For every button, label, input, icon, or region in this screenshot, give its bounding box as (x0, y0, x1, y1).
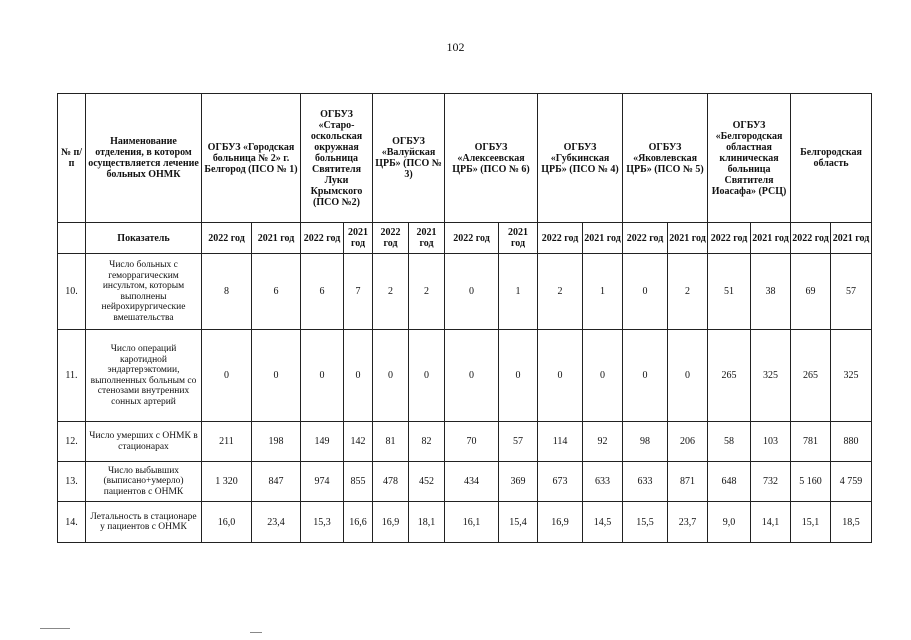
value-cell: 16,0 (202, 502, 252, 543)
value-cell: 0 (445, 254, 499, 330)
row-number: 13. (58, 462, 86, 502)
table-row (58, 330, 872, 422)
value-cell: 16,9 (373, 502, 409, 543)
value-cell: 15,4 (499, 502, 538, 543)
table-row (58, 254, 872, 330)
org-header: ОГБУЗ «Валуйская ЦРБ» (ПСО № 3) (373, 94, 445, 223)
value-cell: 732 (751, 462, 791, 502)
row-number: 11. (58, 330, 86, 422)
value-cell: 38 (751, 254, 791, 330)
row-indicator: Число выбывших (выписано+умерло) пациентов с ОНМК (86, 462, 202, 502)
value-cell: 23,7 (668, 502, 708, 543)
value-cell: 1 320 (202, 462, 252, 502)
value-cell: 0 (301, 330, 344, 422)
value-cell: 206 (668, 422, 708, 462)
value-cell: 0 (202, 330, 252, 422)
empty-cell (58, 223, 86, 254)
page-number: 102 (446, 40, 465, 54)
value-cell: 14,5 (583, 502, 623, 543)
value-cell: 265 (791, 330, 831, 422)
value-cell: 18,1 (409, 502, 445, 543)
year-2022: 2022 год (791, 223, 831, 254)
year-2022: 2022 год (202, 223, 252, 254)
value-cell: 0 (445, 330, 499, 422)
row-number: 10. (58, 254, 86, 330)
value-cell: 15,5 (623, 502, 668, 543)
value-cell: 871 (668, 462, 708, 502)
org-header: ОГБУЗ «Алексеевская ЦРБ» (ПСО № 6) (445, 94, 538, 223)
value-cell: 0 (583, 330, 623, 422)
value-cell: 0 (623, 254, 668, 330)
value-cell: 198 (252, 422, 301, 462)
year-2022: 2022 год (538, 223, 583, 254)
value-cell: 0 (499, 330, 538, 422)
year-2022: 2022 год (301, 223, 344, 254)
value-cell: 57 (499, 422, 538, 462)
scan-mark (40, 628, 70, 629)
value-cell: 9,0 (708, 502, 751, 543)
table-row (58, 502, 872, 543)
org-header: ОГБУЗ «Городская больница № 2» г. Белгород (ПСО № 1) (202, 94, 301, 223)
value-cell: 15,3 (301, 502, 344, 543)
value-cell: 0 (623, 330, 668, 422)
value-cell: 0 (373, 330, 409, 422)
value-cell: 0 (252, 330, 301, 422)
value-cell: 92 (583, 422, 623, 462)
value-cell: 325 (751, 330, 791, 422)
value-cell: 16,1 (445, 502, 499, 543)
value-cell: 8 (202, 254, 252, 330)
col-num-header: № п/п (58, 94, 86, 223)
value-cell: 478 (373, 462, 409, 502)
value-cell: 23,4 (252, 502, 301, 543)
col-dept-header: Наименование отделения, в котором осуществляется лечение больных ОНМК (86, 94, 202, 223)
row-indicator: Число умерших с ОНМК в стационарах (86, 422, 202, 462)
table-row (58, 462, 872, 502)
value-cell: 0 (538, 330, 583, 422)
row-indicator: Число операций каротидной эндартерэктомии, выполненных больным со стенозами внутренних сонных артерий (86, 330, 202, 422)
value-cell: 369 (499, 462, 538, 502)
year-2021: 2021 год (252, 223, 301, 254)
org-header: Белгородская область (791, 94, 872, 223)
value-cell: 4 759 (831, 462, 872, 502)
year-2022: 2022 год (445, 223, 499, 254)
value-cell: 452 (409, 462, 445, 502)
year-2021: 2021 год (831, 223, 872, 254)
value-cell: 14,1 (751, 502, 791, 543)
year-2021: 2021 год (409, 223, 445, 254)
value-cell: 648 (708, 462, 751, 502)
value-cell: 114 (538, 422, 583, 462)
value-cell: 98 (623, 422, 668, 462)
value-cell: 633 (583, 462, 623, 502)
year-2021: 2021 год (751, 223, 791, 254)
value-cell: 82 (409, 422, 445, 462)
value-cell: 265 (708, 330, 751, 422)
year-2021: 2021 год (344, 223, 373, 254)
value-cell: 0 (668, 330, 708, 422)
value-cell: 211 (202, 422, 252, 462)
value-cell: 16,9 (538, 502, 583, 543)
value-cell: 2 (538, 254, 583, 330)
value-cell: 974 (301, 462, 344, 502)
onmk-report-table (57, 93, 872, 543)
value-cell: 51 (708, 254, 751, 330)
value-cell: 81 (373, 422, 409, 462)
year-2022: 2022 год (708, 223, 751, 254)
value-cell: 2 (373, 254, 409, 330)
year-2022: 2022 год (373, 223, 409, 254)
header-row-years (58, 223, 872, 254)
value-cell: 0 (344, 330, 373, 422)
year-2021: 2021 год (583, 223, 623, 254)
value-cell: 15,1 (791, 502, 831, 543)
year-2022: 2022 год (623, 223, 668, 254)
value-cell: 633 (623, 462, 668, 502)
value-cell: 5 160 (791, 462, 831, 502)
header-row-orgs (58, 94, 872, 223)
value-cell: 57 (831, 254, 872, 330)
table-row (58, 422, 872, 462)
value-cell: 2 (409, 254, 445, 330)
value-cell: 149 (301, 422, 344, 462)
value-cell: 434 (445, 462, 499, 502)
value-cell: 2 (668, 254, 708, 330)
value-cell: 70 (445, 422, 499, 462)
value-cell: 7 (344, 254, 373, 330)
value-cell: 880 (831, 422, 872, 462)
org-header: ОГБУЗ «Яковлевская ЦРБ» (ПСО № 5) (623, 94, 708, 223)
indicator-header: Показатель (86, 223, 202, 254)
value-cell: 1 (499, 254, 538, 330)
org-header: ОГБУЗ «Белгородская областная клиническая больница Святителя Иоасафа» (РСЦ) (708, 94, 791, 223)
value-cell: 855 (344, 462, 373, 502)
value-cell: 142 (344, 422, 373, 462)
value-cell: 103 (751, 422, 791, 462)
row-number: 14. (58, 502, 86, 543)
row-number: 12. (58, 422, 86, 462)
value-cell: 1 (583, 254, 623, 330)
value-cell: 673 (538, 462, 583, 502)
org-header: ОГБУЗ «Губкинская ЦРБ» (ПСО № 4) (538, 94, 623, 223)
value-cell: 325 (831, 330, 872, 422)
value-cell: 6 (252, 254, 301, 330)
scan-mark (250, 632, 262, 633)
org-header: ОГБУЗ «Старо-оскольская окружная больница Святителя Луки Крымского (ПСО №2) (301, 94, 373, 223)
value-cell: 58 (708, 422, 751, 462)
row-indicator: Число больных с геморрагическим инсультом, которым выполнены нейрохирургические вмешательства (86, 254, 202, 330)
row-indicator: Летальность в стационаре у пациентов с ОНМК (86, 502, 202, 543)
value-cell: 6 (301, 254, 344, 330)
value-cell: 18,5 (831, 502, 872, 543)
year-2021: 2021 год (668, 223, 708, 254)
value-cell: 69 (791, 254, 831, 330)
value-cell: 16,6 (344, 502, 373, 543)
value-cell: 0 (409, 330, 445, 422)
value-cell: 781 (791, 422, 831, 462)
value-cell: 847 (252, 462, 301, 502)
year-2021: 2021 год (499, 223, 538, 254)
